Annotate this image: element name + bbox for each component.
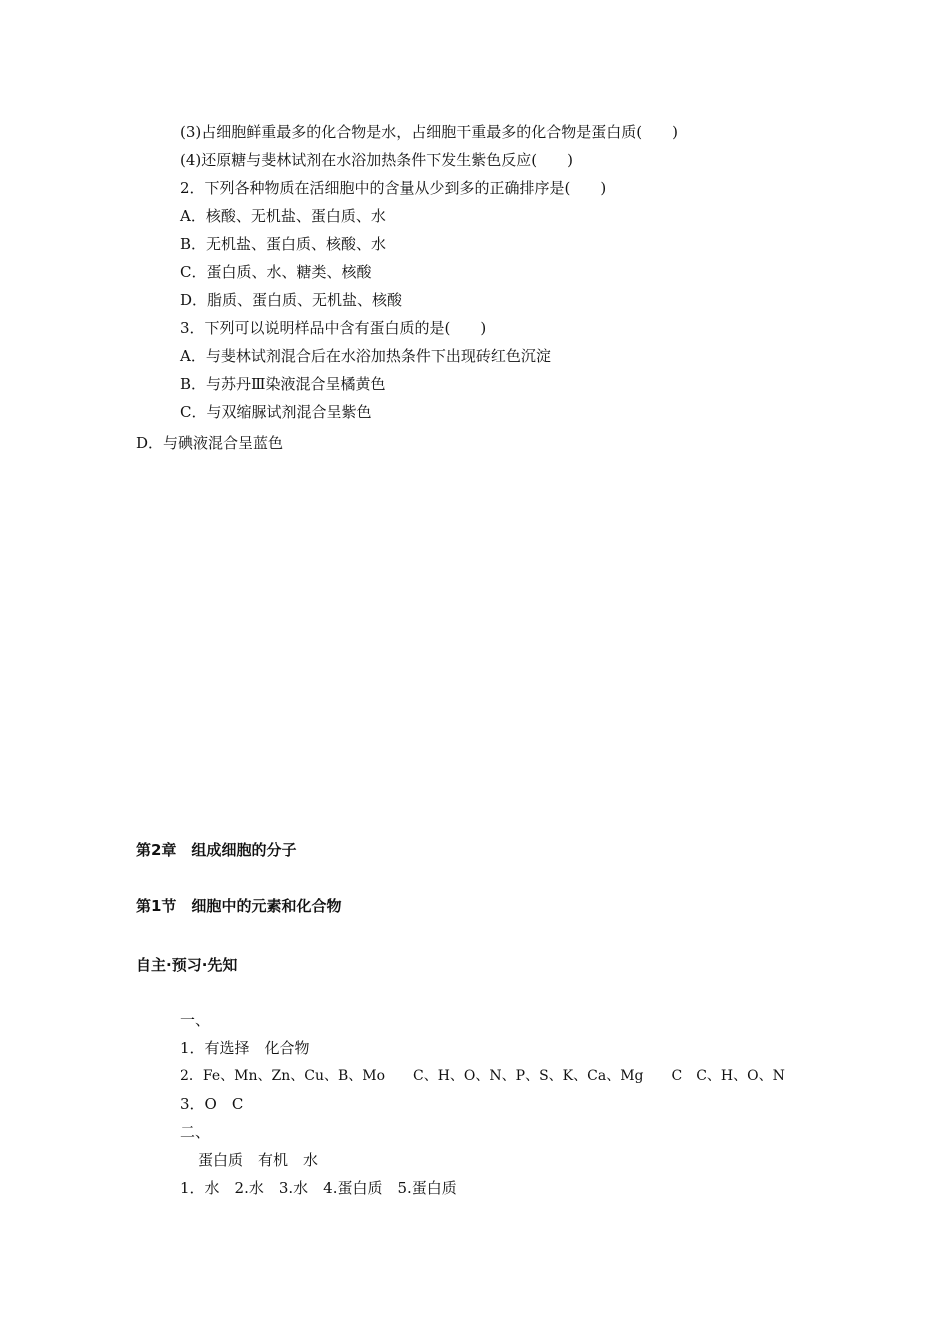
question-2-option-b: B．无机盐、蛋白质、核酸、水 bbox=[180, 235, 387, 253]
question-2-option-c: C．蛋白质、水、糖类、核酸 bbox=[180, 263, 372, 281]
part-1-answer-2: 2．Fe、Mn、Zn、Cu、B、Mo C、H、O、N、P、S、K、Ca、Mg C C、H、O、N bbox=[180, 1068, 785, 1084]
chapter-title: 第2章 组成细胞的分子 bbox=[136, 841, 297, 859]
part-1-label: 一、 bbox=[180, 1011, 211, 1029]
part-1-answer-3: 3．O C bbox=[180, 1095, 244, 1113]
question-3-stem: 3．下列可以说明样品中含有蛋白质的是( ) bbox=[180, 319, 487, 337]
part-2-label: 二、 bbox=[180, 1123, 211, 1141]
question-3-option-b: B．与苏丹Ⅲ染液混合呈橘黄色 bbox=[180, 375, 386, 393]
question-1-item-3: (3)占细胞鲜重最多的化合物是水，占细胞干重最多的化合物是蛋白质( ) bbox=[180, 123, 678, 141]
section-title: 第1节 细胞中的元素和化合物 bbox=[136, 897, 342, 915]
question-3-option-d: D．与碘液混合呈蓝色 bbox=[136, 434, 284, 452]
question-2-option-d: D．脂质、蛋白质、无机盐、核酸 bbox=[180, 291, 403, 309]
part-2-heading-answers: 蛋白质 有机 水 bbox=[198, 1151, 319, 1169]
question-3-option-a: A．与斐林试剂混合后在水浴加热条件下出现砖红色沉淀 bbox=[180, 347, 551, 365]
question-2-option-a: A．核酸、无机盐、蛋白质、水 bbox=[180, 207, 386, 225]
question-3-option-c: C．与双缩脲试剂混合呈紫色 bbox=[180, 403, 372, 421]
part-2-numbered-answers: 1．水 2.水 3.水 4.蛋白质 5.蛋白质 bbox=[180, 1179, 457, 1197]
part-1-answer-1: 1．有选择 化合物 bbox=[180, 1039, 310, 1057]
question-2-stem: 2．下列各种物质在活细胞中的含量从少到多的正确排序是( ) bbox=[180, 179, 607, 197]
question-1-item-4: (4)还原糖与斐林试剂在水浴加热条件下发生紫色反应( ) bbox=[180, 151, 573, 169]
subsection-title: 自主·预习·先知 bbox=[136, 956, 238, 974]
